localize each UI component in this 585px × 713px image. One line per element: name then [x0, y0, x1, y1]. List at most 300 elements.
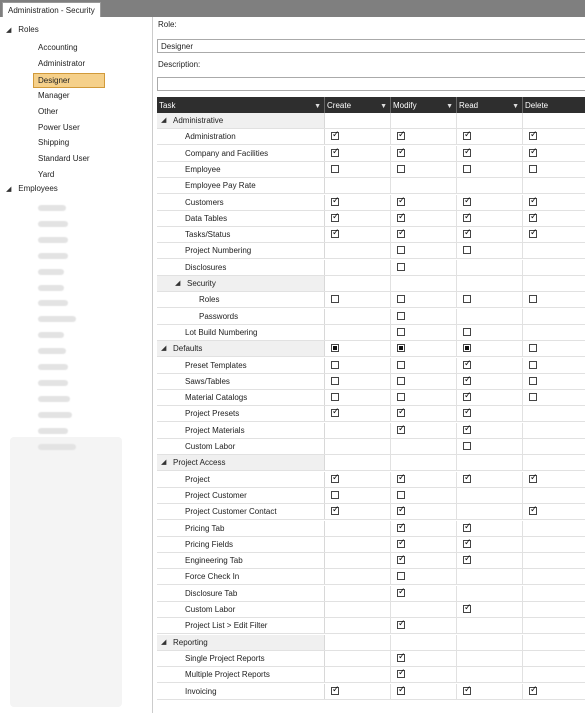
task-row [157, 553, 585, 569]
modify-checkbox[interactable] [397, 426, 405, 434]
delete-cell [523, 651, 585, 666]
create-checkbox[interactable] [331, 475, 339, 483]
task-label: Multiple Project Reports [185, 670, 270, 680]
group-row [157, 635, 585, 651]
delete-cell [523, 455, 585, 470]
delete-cell [523, 472, 585, 487]
modify-checkbox[interactable] [397, 246, 405, 254]
tree-item-employee[interactable] [38, 285, 64, 291]
delete-cell [523, 521, 585, 536]
read-cell [457, 537, 523, 552]
modify-checkbox[interactable] [397, 475, 405, 483]
modify-cell [391, 521, 457, 536]
filter-funnel-icon[interactable]: ▼ [512, 103, 519, 110]
create-cell [325, 211, 391, 226]
task-cell [157, 146, 325, 161]
modify-cell [391, 325, 457, 340]
modify-checkbox[interactable] [397, 344, 405, 352]
filter-funnel-icon[interactable]: ▼ [380, 103, 387, 110]
task-label: Material Catalogs [185, 393, 248, 403]
create-cell [325, 439, 391, 454]
collapse-triangle-icon[interactable]: ◢ [161, 117, 167, 124]
modify-cell [391, 569, 457, 584]
column-header-create[interactable] [325, 97, 391, 113]
tree-item-role[interactable]: Standard User [38, 154, 90, 164]
create-cell [325, 472, 391, 487]
read-checkbox[interactable] [463, 295, 471, 303]
tree-node-employees[interactable] [6, 182, 58, 196]
modify-checkbox[interactable] [397, 377, 405, 385]
task-row [157, 406, 585, 422]
column-header-label: Modify [393, 101, 417, 110]
collapse-triangle-icon[interactable]: ◢ [161, 459, 167, 467]
tree-node-roles[interactable] [6, 23, 39, 37]
task-label: Customers [185, 197, 224, 207]
delete-checkbox[interactable] [529, 230, 537, 238]
modify-cell [391, 504, 457, 519]
create-cell [325, 358, 391, 373]
modify-checkbox[interactable] [397, 149, 405, 157]
modify-cell [391, 651, 457, 666]
modify-cell [391, 618, 457, 633]
task-label: Saws/Tables [185, 376, 230, 386]
read-checkbox[interactable] [463, 230, 471, 238]
create-cell [325, 276, 391, 291]
task-label: Defaults [173, 344, 203, 354]
read-cell [457, 504, 523, 519]
modify-cell [391, 276, 457, 291]
modify-checkbox[interactable] [397, 687, 405, 695]
create-checkbox[interactable] [331, 149, 339, 157]
modify-cell [391, 260, 457, 275]
task-label: Project [185, 474, 210, 484]
task-cell [157, 309, 325, 324]
role-field[interactable] [157, 39, 585, 53]
modify-checkbox[interactable] [397, 524, 405, 532]
read-checkbox[interactable] [463, 344, 471, 352]
modify-cell [391, 178, 457, 193]
read-checkbox[interactable] [463, 165, 471, 173]
read-checkbox[interactable] [463, 246, 471, 254]
task-cell [157, 521, 325, 536]
modify-checkbox[interactable] [397, 589, 405, 597]
create-cell [325, 113, 391, 128]
read-cell [457, 569, 523, 584]
task-row [157, 195, 585, 211]
task-label: Company and Facilities [185, 148, 269, 158]
modify-checkbox[interactable] [397, 328, 405, 336]
task-label: Custom Labor [185, 442, 236, 451]
delete-cell [523, 260, 585, 275]
task-row [157, 586, 585, 602]
modify-cell [391, 406, 457, 421]
task-label: Pricing Tab [185, 523, 225, 533]
create-cell [325, 178, 391, 193]
modify-checkbox[interactable] [397, 409, 405, 417]
modify-checkbox[interactable] [397, 312, 405, 320]
delete-checkbox[interactable] [529, 295, 537, 303]
read-cell [457, 439, 523, 454]
read-checkbox[interactable] [463, 540, 471, 548]
read-checkbox[interactable] [463, 442, 471, 450]
delete-cell [523, 406, 585, 421]
create-checkbox[interactable] [331, 361, 339, 369]
task-row [157, 178, 585, 194]
modify-checkbox[interactable] [397, 165, 405, 173]
read-checkbox[interactable] [463, 687, 471, 695]
task-row [157, 439, 585, 455]
task-cell [157, 325, 325, 340]
delete-checkbox[interactable] [529, 198, 537, 206]
modify-cell [391, 374, 457, 389]
task-row [157, 521, 585, 537]
read-cell [457, 358, 523, 373]
delete-checkbox[interactable] [529, 165, 537, 173]
read-cell [457, 586, 523, 601]
modify-checkbox[interactable] [397, 540, 405, 548]
collapse-triangle-icon[interactable]: ◢ [6, 27, 12, 34]
create-checkbox[interactable] [331, 132, 339, 140]
collapse-triangle-icon[interactable]: ◢ [175, 280, 181, 287]
create-cell [325, 521, 391, 536]
task-label: Project Numbering [185, 246, 252, 256]
task-cell [157, 178, 325, 193]
delete-checkbox[interactable] [529, 507, 537, 515]
modify-checkbox[interactable] [397, 654, 405, 662]
collapse-triangle-icon[interactable]: ◢ [161, 345, 167, 353]
tree-item-employee[interactable] [38, 221, 68, 227]
task-cell [157, 292, 325, 307]
read-cell [457, 455, 523, 470]
delete-cell [523, 569, 585, 584]
group-row [157, 341, 585, 357]
column-header-label: Task [159, 101, 176, 110]
modify-checkbox[interactable] [397, 230, 405, 238]
delete-cell [523, 113, 585, 128]
create-checkbox[interactable] [331, 377, 339, 385]
tree-item-employee[interactable] [38, 316, 76, 322]
read-cell [457, 390, 523, 405]
create-cell [325, 537, 391, 552]
task-cell [157, 684, 325, 699]
task-label: Administrative [173, 116, 224, 125]
tree-item-employee[interactable] [38, 300, 68, 306]
task-cell [157, 260, 325, 275]
delete-cell [523, 162, 585, 177]
read-cell [457, 472, 523, 487]
read-checkbox[interactable] [463, 605, 471, 613]
read-checkbox[interactable] [463, 524, 471, 532]
tree-item-employee[interactable] [38, 253, 68, 259]
column-header-label: Read [459, 101, 479, 110]
task-row [157, 472, 585, 488]
read-checkbox[interactable] [463, 377, 471, 385]
modify-cell [391, 455, 457, 470]
task-label: Administration [185, 132, 236, 142]
create-cell [325, 618, 391, 633]
modify-cell [391, 211, 457, 226]
task-cell [157, 129, 325, 144]
delete-checkbox[interactable] [529, 344, 537, 352]
delete-cell [523, 227, 585, 242]
modify-checkbox[interactable] [397, 556, 405, 564]
task-label: Project Customer Contact [185, 507, 277, 517]
task-cell [157, 390, 325, 405]
create-cell [325, 635, 391, 650]
delete-checkbox[interactable] [529, 361, 537, 369]
read-checkbox[interactable] [463, 409, 471, 417]
read-checkbox[interactable] [463, 328, 471, 336]
task-cell [157, 455, 325, 470]
read-checkbox[interactable] [463, 149, 471, 157]
task-row [157, 309, 585, 325]
task-row [157, 488, 585, 504]
read-cell [457, 423, 523, 438]
delete-cell [523, 684, 585, 699]
task-row [157, 390, 585, 406]
modify-checkbox[interactable] [397, 621, 405, 629]
tree-item-employee[interactable] [38, 444, 76, 450]
task-cell [157, 341, 325, 356]
modify-checkbox[interactable] [397, 670, 405, 678]
read-cell [457, 374, 523, 389]
task-label: Pricing Fields [185, 539, 234, 549]
modify-checkbox[interactable] [397, 132, 405, 140]
delete-checkbox[interactable] [529, 393, 537, 401]
tree-item-employee[interactable] [38, 380, 68, 386]
column-header-modify[interactable] [391, 97, 457, 113]
task-label: Lot Build Numbering [185, 327, 258, 337]
create-checkbox[interactable] [331, 344, 339, 352]
role-field-value: Designer [161, 42, 194, 51]
modify-cell [391, 358, 457, 373]
task-label: Tasks/Status [185, 230, 231, 240]
task-label: Security [187, 279, 216, 288]
group-row [157, 113, 585, 129]
tree-item-role[interactable]: Other [38, 106, 59, 116]
task-row [157, 423, 585, 439]
task-row [157, 618, 585, 634]
tab-administration-security[interactable]: Administration - Security [2, 2, 101, 18]
modify-cell [391, 146, 457, 161]
create-checkbox[interactable] [331, 214, 339, 222]
read-cell [457, 521, 523, 536]
delete-checkbox[interactable] [529, 214, 537, 222]
create-cell [325, 309, 391, 324]
task-label: Project Access [173, 458, 226, 468]
create-cell [325, 684, 391, 699]
create-cell [325, 455, 391, 470]
read-checkbox[interactable] [463, 426, 471, 434]
read-cell [457, 309, 523, 324]
delete-cell [523, 276, 585, 291]
task-cell [157, 358, 325, 373]
read-cell [457, 618, 523, 633]
delete-cell [523, 488, 585, 503]
delete-checkbox[interactable] [529, 377, 537, 385]
description-field[interactable] [157, 77, 585, 91]
read-cell [457, 162, 523, 177]
modify-cell [391, 537, 457, 552]
read-cell [457, 129, 523, 144]
task-row [157, 684, 585, 700]
task-cell [157, 537, 325, 552]
create-cell [325, 602, 391, 617]
description-label: Description: [158, 60, 201, 69]
task-cell [157, 586, 325, 601]
modify-checkbox[interactable] [397, 393, 405, 401]
create-cell [325, 667, 391, 682]
task-cell [157, 569, 325, 584]
modify-cell [391, 390, 457, 405]
delete-cell [523, 504, 585, 519]
collapse-triangle-icon[interactable]: ◢ [6, 186, 12, 193]
delete-cell [523, 553, 585, 568]
modify-cell [391, 129, 457, 144]
create-cell [325, 341, 391, 356]
modify-cell [391, 488, 457, 503]
column-header-read[interactable] [457, 97, 523, 113]
create-cell [325, 553, 391, 568]
tree-item-employee[interactable] [38, 332, 64, 338]
filter-funnel-icon[interactable]: ▼ [446, 103, 453, 110]
read-checkbox[interactable] [463, 556, 471, 564]
task-label: Single Project Reports [185, 653, 265, 663]
tree-item-role[interactable]: Accounting [38, 43, 78, 52]
task-cell [157, 211, 325, 226]
modify-cell [391, 667, 457, 682]
read-cell [457, 276, 523, 291]
collapse-triangle-icon[interactable]: ◢ [161, 638, 167, 646]
tree-item-employee[interactable] [38, 237, 68, 243]
tree-item-role[interactable]: Shipping [38, 138, 70, 148]
tree-item-employee[interactable] [38, 428, 68, 434]
modify-checkbox[interactable] [397, 263, 405, 271]
read-cell [457, 488, 523, 503]
task-cell [157, 504, 325, 519]
modify-cell [391, 195, 457, 210]
tree-item-employee[interactable] [38, 412, 72, 418]
create-cell [325, 390, 391, 405]
modify-cell [391, 227, 457, 242]
create-checkbox[interactable] [331, 687, 339, 695]
delete-cell [523, 586, 585, 601]
tree-item-role[interactable]: Power User [38, 122, 80, 132]
read-checkbox[interactable] [463, 361, 471, 369]
read-cell [457, 684, 523, 699]
create-checkbox[interactable] [331, 165, 339, 173]
task-cell [157, 651, 325, 666]
task-row [157, 260, 585, 276]
create-cell [325, 325, 391, 340]
tree-item-employee[interactable] [38, 269, 64, 275]
tree-item-role[interactable]: Yard [38, 170, 55, 180]
create-checkbox[interactable] [331, 393, 339, 401]
read-checkbox[interactable] [463, 198, 471, 206]
delete-checkbox[interactable] [529, 687, 537, 695]
create-cell [325, 227, 391, 242]
task-row [157, 162, 585, 178]
task-row [157, 129, 585, 145]
task-row [157, 569, 585, 585]
tree-item-role[interactable]: Administrator [38, 58, 86, 68]
create-checkbox[interactable] [331, 198, 339, 206]
column-header-delete[interactable] [523, 97, 585, 113]
read-checkbox[interactable] [463, 132, 471, 140]
create-checkbox[interactable] [331, 230, 339, 238]
task-row [157, 667, 585, 683]
modify-cell [391, 423, 457, 438]
task-label: Project Presets [185, 409, 240, 419]
create-cell [325, 243, 391, 258]
create-cell [325, 129, 391, 144]
create-checkbox[interactable] [331, 295, 339, 303]
read-cell [457, 292, 523, 307]
delete-cell [523, 292, 585, 307]
task-row [157, 651, 585, 667]
delete-cell [523, 358, 585, 373]
delete-cell [523, 195, 585, 210]
task-cell [157, 423, 325, 438]
task-cell [157, 243, 325, 258]
create-cell [325, 423, 391, 438]
task-cell [157, 195, 325, 210]
tree-item-role[interactable]: Designer [33, 73, 105, 88]
task-label: Roles [199, 295, 220, 305]
modify-checkbox[interactable] [397, 361, 405, 369]
column-header-task[interactable] [157, 97, 325, 113]
filter-funnel-icon[interactable]: ▼ [314, 103, 321, 110]
modify-cell [391, 439, 457, 454]
modify-checkbox[interactable] [397, 572, 405, 580]
task-label: Disclosure Tab [185, 588, 238, 598]
modify-checkbox[interactable] [397, 295, 405, 303]
column-header-label: Create [327, 101, 352, 110]
create-cell [325, 195, 391, 210]
tree-item-role[interactable]: Manager [38, 90, 70, 100]
tree-item-employee[interactable] [38, 348, 66, 354]
create-checkbox[interactable] [331, 491, 339, 499]
task-row [157, 537, 585, 553]
delete-checkbox[interactable] [529, 149, 537, 157]
tree-item-employee[interactable] [38, 364, 68, 370]
delete-checkbox[interactable] [529, 475, 537, 483]
task-row [157, 602, 585, 618]
task-label: Disclosures [185, 262, 227, 272]
modify-checkbox[interactable] [397, 507, 405, 515]
read-cell [457, 341, 523, 356]
delete-checkbox[interactable] [529, 132, 537, 140]
create-cell [325, 504, 391, 519]
task-row [157, 374, 585, 390]
modify-cell [391, 602, 457, 617]
task-cell [157, 618, 325, 633]
read-checkbox[interactable] [463, 393, 471, 401]
task-cell [157, 406, 325, 421]
read-checkbox[interactable] [463, 475, 471, 483]
modify-checkbox[interactable] [397, 214, 405, 222]
read-checkbox[interactable] [463, 214, 471, 222]
task-label: Employee Pay Rate [185, 181, 256, 191]
tree-item-employee[interactable] [38, 396, 70, 402]
modify-cell [391, 341, 457, 356]
tree-item-employee[interactable] [38, 205, 66, 211]
create-checkbox[interactable] [331, 507, 339, 515]
create-checkbox[interactable] [331, 409, 339, 417]
task-cell [157, 227, 325, 242]
modify-checkbox[interactable] [397, 198, 405, 206]
modify-checkbox[interactable] [397, 491, 405, 499]
